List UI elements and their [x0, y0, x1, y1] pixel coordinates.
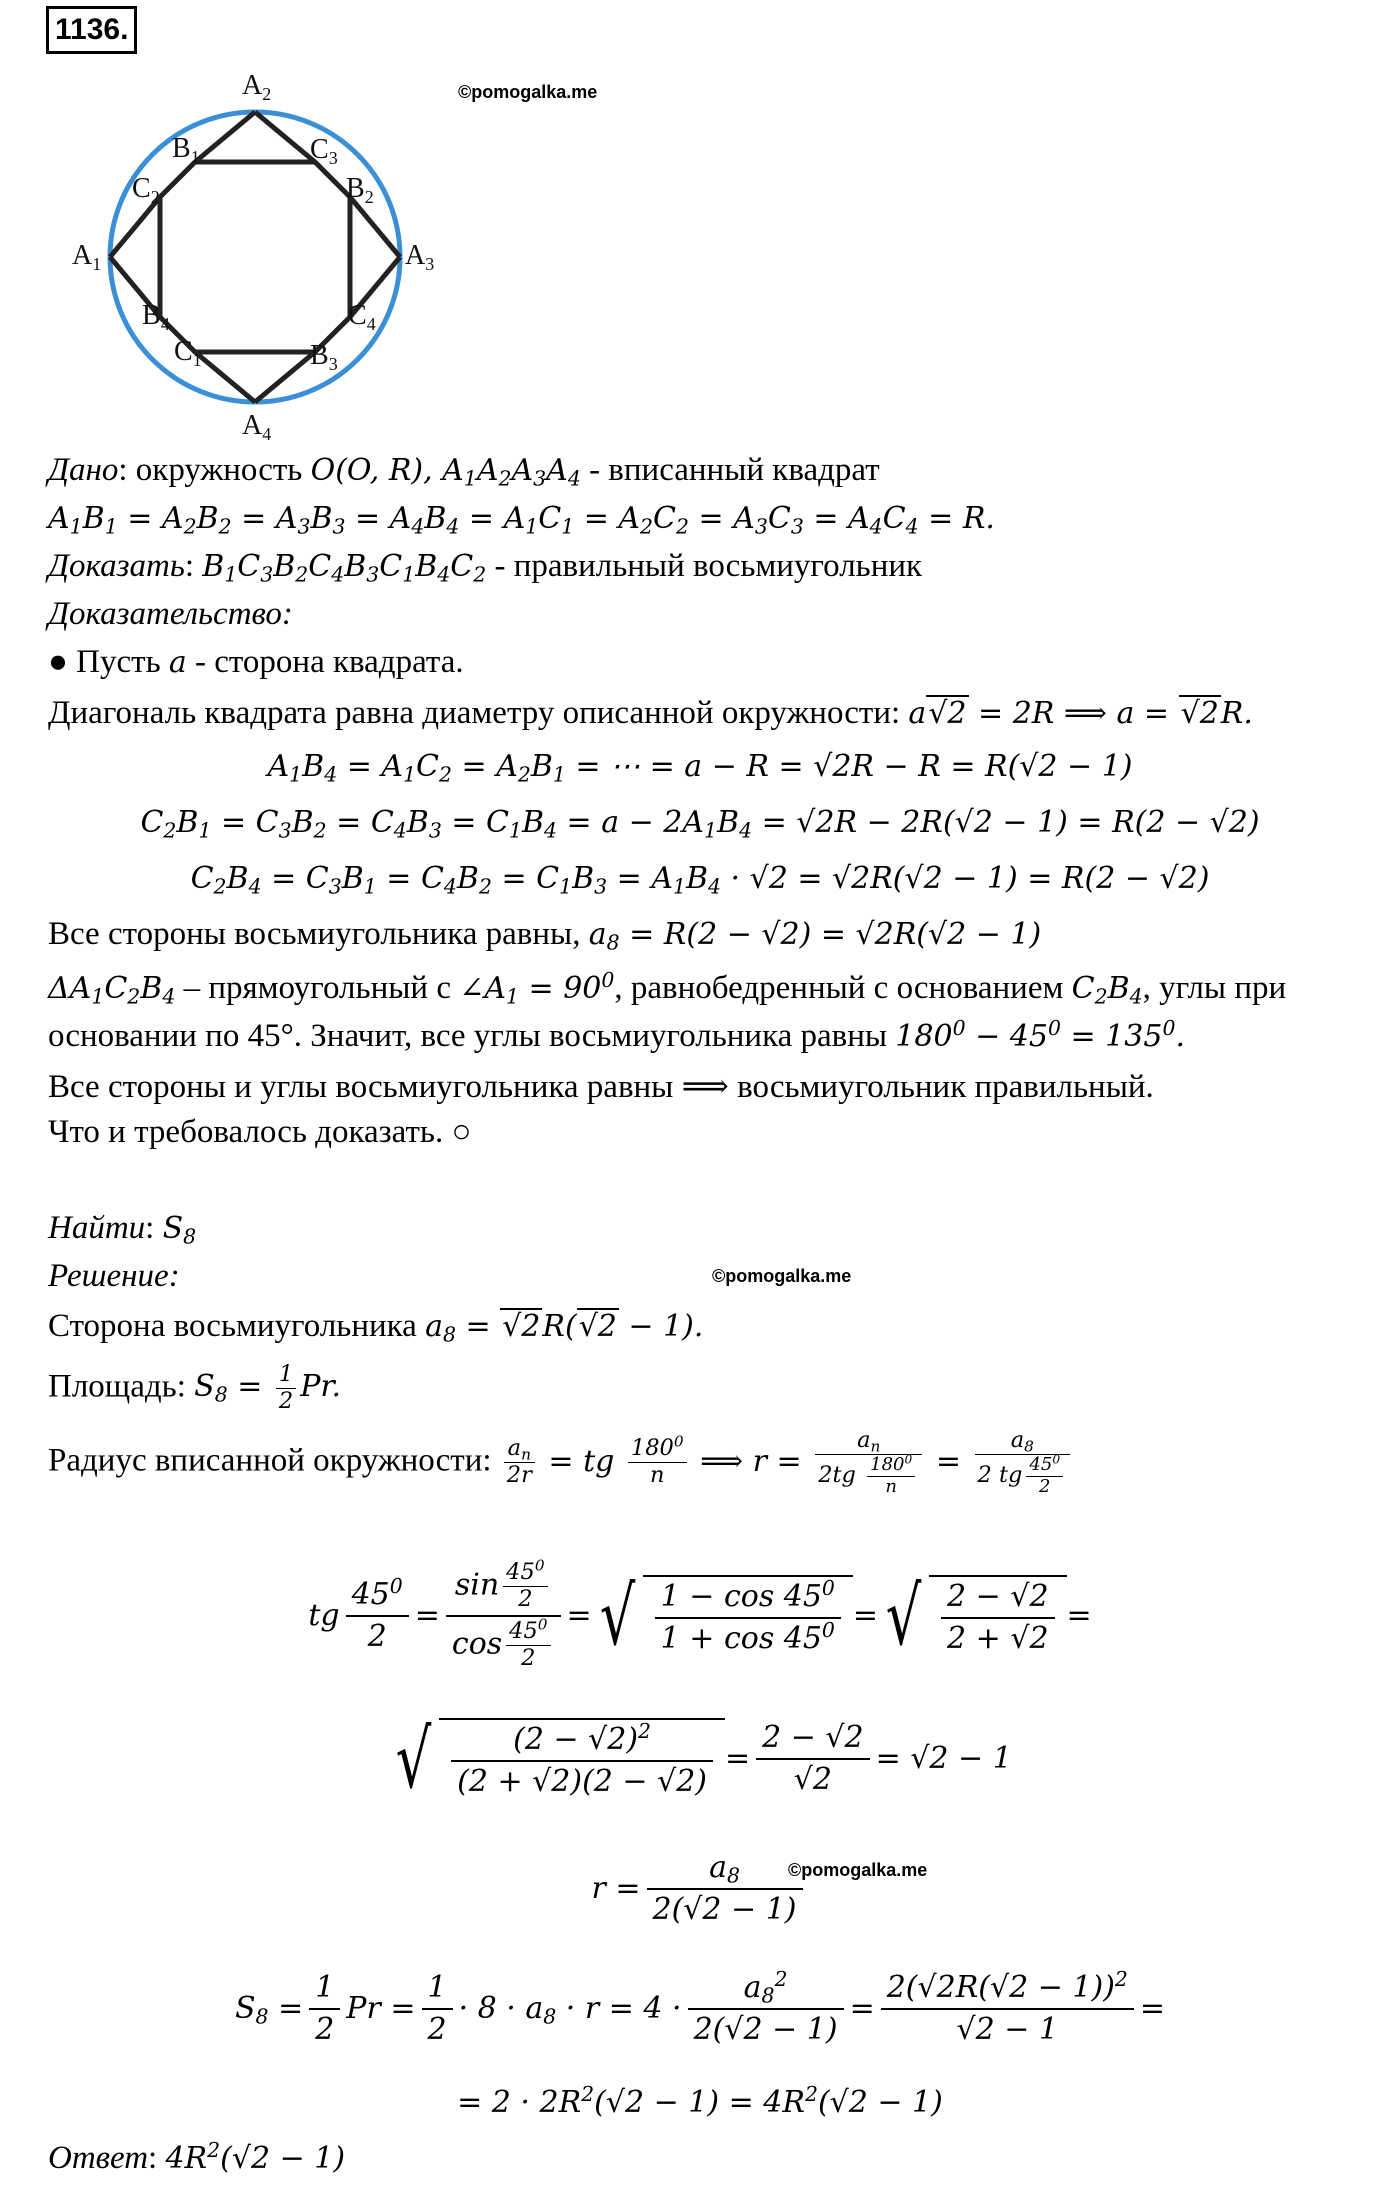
label-c2: $C_2$ [132, 173, 160, 207]
proof-let: ● Пусть a - сторона квадрата. [48, 644, 464, 680]
label-b4: $B_4$ [142, 300, 170, 334]
circumscribed-circle [110, 112, 400, 402]
label-c1: $C_1$ [174, 336, 202, 370]
label-a3: $A_3$ [405, 240, 435, 274]
label-c4: $C_4$ [348, 300, 376, 334]
given-line: Дано: окружность O(O, R), $A_1A_2A_3A_4$ - вписанный квадрат [48, 452, 880, 491]
problem-number: 1136. [46, 6, 137, 54]
watermark: ©pomogalka.me [712, 1266, 852, 1286]
solution-label: Решение: [48, 1258, 180, 1294]
geometry-figure [60, 62, 460, 452]
eq-a1b4: $A_1B_4 = A_1C_2 = A_2B_1$ = ⋯ = a − R = √2R − R = R(√2 − 1) [267, 749, 1133, 787]
label-a4: $A_4$ [242, 410, 272, 444]
all-equal-line: Все стороны и углы восьмиугольника равны ⟹ восьмиугольник правильный. [48, 1069, 1154, 1105]
side-line: Сторона восьмиугольника $a_8 = √2R(√2 - 1)$. [48, 1308, 704, 1347]
watermark: ©pomogalka.me [788, 1860, 928, 1880]
label-a2: $A_2$ [242, 70, 272, 104]
triangle-line: $\Delta A_1C_2B_4$ – прямоугольный с $\angle A_1 = 90^0$, равнобедренный с основанием $C_2B_4$, углы при [48, 967, 1287, 1009]
label-c3: $C_3$ [310, 134, 338, 168]
area-line: Площадь: $S_8$ = $\frac{1}{2}$ Pr. [48, 1361, 341, 1414]
octagon [160, 162, 350, 352]
label-b1: $B_1$ [172, 133, 200, 167]
tg-derivation-2: √ $\frac{(2 - √2)^2}{(2 + √2)(2 - √2)}$ = $\frac{2 - √2}{√2}$ = √2 − 1 [395, 1713, 1012, 1806]
answer-line: Ответ: $4R^2(√2 - 1)$ [48, 2137, 346, 2176]
s8-formula: $S_8$ = $\frac{1}{2}$ Pr = $\frac{1}{2}$ · $8 \cdot a_8 \cdot r = 4$ · $\frac{a_8^2}{2(√2 - 1)}$ = $\frac{2(√2R(√2 - 1))^2}{√2 - 1}$ = [234, 1966, 1166, 2047]
eq-c2b4: $C_2B_4 = C_3B_1 = C_4B_2 = C_1B_3 = A_1B_4 \cdot √2 = √2R(√2 - 1) = R(2 - √2)$ [190, 861, 1210, 899]
all-sides-equal: Все стороны восьмиугольника равны, $a_8 = R(2 - √2) = √2R(√2 - 1)$ [48, 916, 1042, 955]
given-equalities: $A_1B_1 = A_2B_2 = A_3B_3 = A_4B_4 = A_1C_1 = A_2C_2 = A_3C_3 = A_4C_4 = R$. [48, 501, 995, 539]
label-a1: $A_1$ [72, 240, 102, 274]
label-b3: $B_3$ [310, 340, 338, 374]
inradius-line: Радиус вписанной окружности: $\frac{a_n}{2r}$ = tg $\frac{180^0}{n}$ ⟹ r = $a_n$ 2tg $\frac{180^0}{n}$ = $a_8$ 2 tg $\frac{45^0}{2}$ [48, 1428, 1074, 1497]
prove-line: Доказать: $B_1C_3B_2C_4B_3C_1B_4C_2$ - правильный восьмиугольник [48, 548, 923, 587]
r-formula: r = $\frac{a_8}{2(√2 - 1)}$ [0, 1850, 1400, 1930]
find-line: Найти: $S_8$ [48, 1210, 197, 1249]
s8-result: = $2 \cdot 2R^2(√2 - 1) = 4R^2(√2 - 1)$ [457, 2081, 943, 2120]
proof-label: Доказательство: [48, 596, 293, 632]
label-b2: $B_2$ [346, 173, 374, 207]
angles-line: основании по 45°. Значит, все углы восьмиугольника равны $180^0 - 45^0 = 135^0$. [48, 1015, 1185, 1054]
watermark: ©pomogalka.me [458, 82, 598, 102]
diagonal-line: Диагональ квадрата равна диаметру описанной окружности: a√2 = 2R ⟹ a = √2R. [48, 695, 1253, 731]
qed-line: Что и требовалось доказать. ○ [48, 1114, 472, 1150]
tg-derivation-1: tg $\frac{45^0}{2}$ = sin $\frac{45^0}{2}$ cos $\frac{45^0}{2}$ = √ $\frac{1 - \cos 45^0}{1 + \cos 45^0}$ = √ $\frac{2 - √2}{2 + √2}$ = [308, 1556, 1092, 1671]
eq-c2b1: $C_2B_1 = C_3B_2 = C_4B_3 = C_1B_4 = a - 2A_1B_4 = √2R - 2R(√2 - 1) = R(2 - √2)$ [140, 805, 1260, 843]
